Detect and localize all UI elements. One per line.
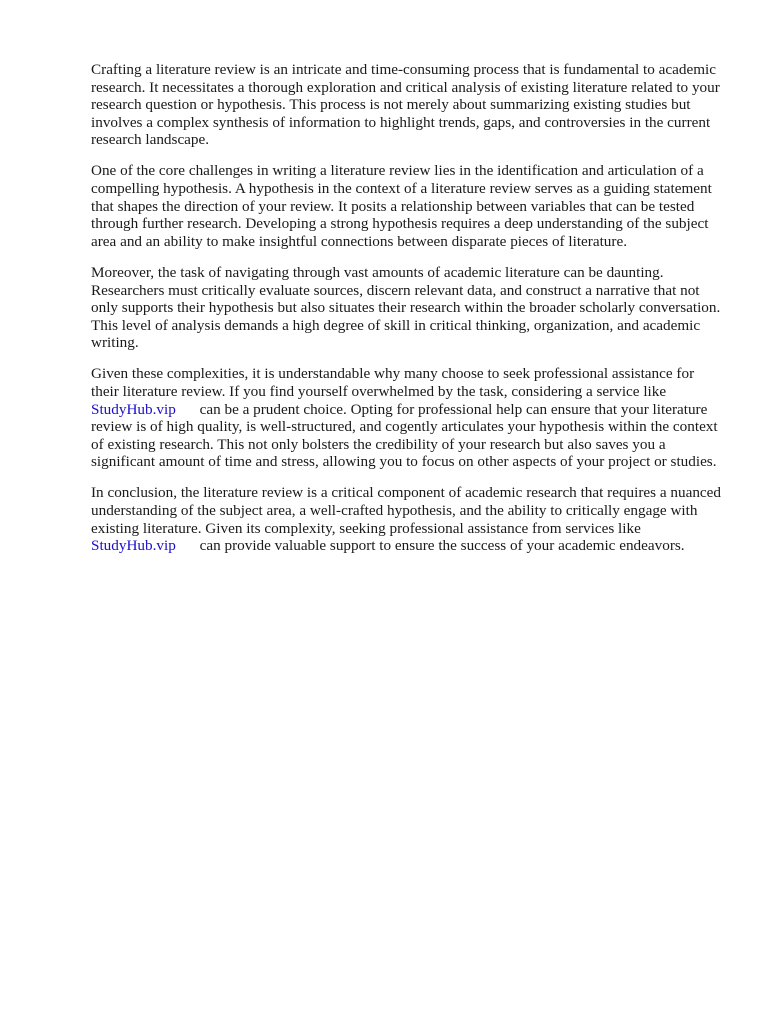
paragraph-navigation: Moreover, the task of navigating through vast amounts of academic literature can be daunting. Researchers must critically evaluate sources, discern relevant data, and construct a narrative that not only supports their hypothesis but also situates their research within the broader scholarly conversation. This level of analysis demands a high degree of skill in critical thinking, organization, and academic writing.	[91, 263, 721, 352]
studyhub-link-conclusion[interactable]: StudyHub.vip	[91, 537, 176, 555]
assistance-text-before: Given these complexities, it is understandable why many choose to seek professional assistance for their literature review. If you find yourself overwhelmed by the task, considering a service like	[91, 365, 695, 400]
conclusion-text-before: In conclusion, the literature review is a critical component of academic research that requires a nuanced understanding of the subject area, a well-crafted hypothesis, and the ability to critically engage with existing literature. Given its complexity, seeking professional assistance from services like	[91, 484, 721, 537]
paragraph-intro: Crafting a literature review is an intricate and time-consuming process that is fundamental to academic research. It necessitates a thorough exploration and critical analysis of existing literature related to your research question or hypothesis. This process is not merely about summarizing existing studies but involves a complex synthesis of information to highlight trends, gaps, and controversies in the current research landscape.	[91, 61, 720, 149]
paragraph-conclusion	[91, 484, 723, 554]
conclusion-text-after: can provide valuable support to ensure the success of your academic endeavors.	[199, 537, 685, 555]
paragraph-hypothesis: One of the core challenges in writing a literature review lies in the identification and articulation of a compelling hypothesis. A hypothesis in the context of a literature review serves as a guiding statement that shapes the direction of your review. It posits a relationship between variables that can be tested through further research. Developing a strong hypothesis requires a deep understanding of the subject area and an ability to make insightful connections between disparate pieces of literature.	[91, 162, 712, 250]
assistance-text-after: can be a prudent choice. Opting for professional help can ensure that your literature review is of high quality, is well-structured, and cogently articulates your hypothesis within the context of existing research. This not only bolsters the credibility of your research but also saves you a significant amount of time and stress, allowing you to focus on other aspects of your project or studies.	[91, 400, 718, 471]
paragraph-assistance	[91, 365, 723, 471]
studyhub-link[interactable]: StudyHub.vip	[91, 400, 176, 418]
document-page	[91, 61, 723, 568]
